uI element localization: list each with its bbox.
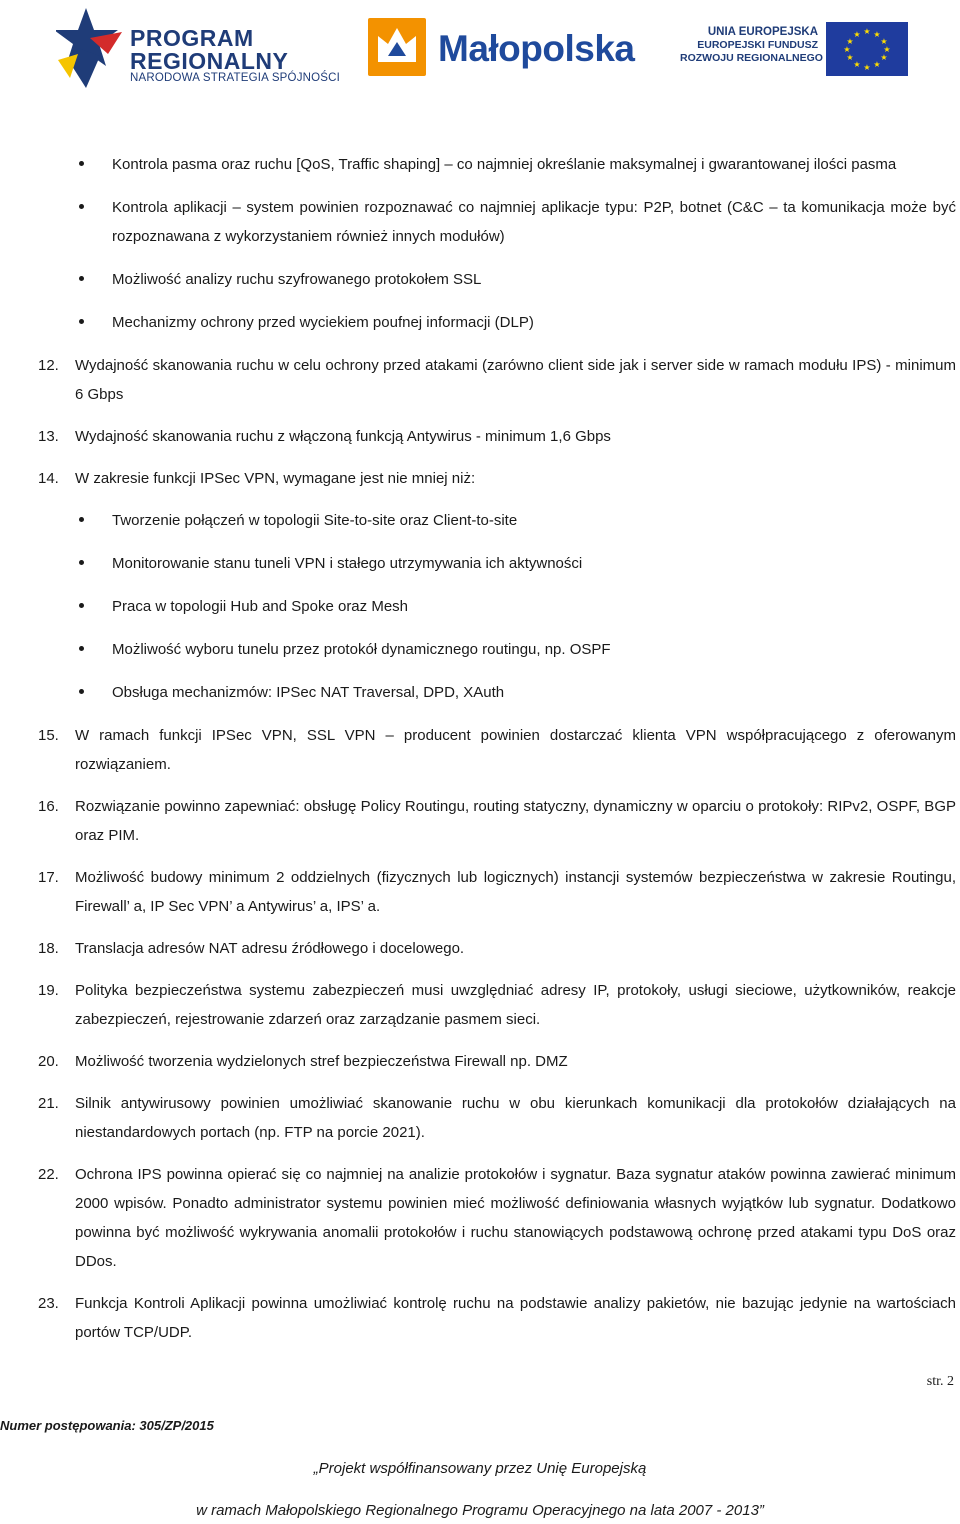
item-number: 17. <box>38 869 59 886</box>
numbered-item <box>38 1160 956 1276</box>
program-logo-line1: PROGRAM <box>130 25 254 51</box>
svg-text:★: ★ <box>846 37 854 46</box>
bullet-item: Możliwość wyboru tunelu przez protokół dynamicznego routingu, np. OSPF <box>38 635 956 664</box>
numbered-item <box>38 976 956 1034</box>
item-text: Wydajność skanowania ruchu z włączoną funkcją Antywirus - minimum 1,6 Gbps <box>75 428 611 445</box>
svg-text:★: ★ <box>873 30 881 39</box>
bullet-item: Monitorowanie stanu tuneli VPN i stałego utrzymywania ich aktywności <box>38 549 956 578</box>
numbered-item <box>38 792 956 850</box>
eu-logo-text <box>680 26 823 65</box>
page-header <box>0 0 960 100</box>
document-body <box>38 150 956 1360</box>
malopolska-logo <box>368 18 648 78</box>
item-number: 12. <box>38 357 59 374</box>
numbered-item <box>38 464 956 493</box>
item-text: W zakresie funkcji IPSec VPN, wymagane jest nie mniej niż: <box>75 470 476 487</box>
program-regionalny-star-icon <box>56 4 126 92</box>
bullet-list-ipsec <box>38 506 956 707</box>
numbered-list-part1 <box>38 351 956 493</box>
item-text: Polityka bezpieczeństwa systemu zabezpieczeń musi uwzględniać adresy IP, protokoły, usługi sieciowe, użytkowników, reakcje zabezpieczeń, rejestrowanie zdarzeń oraz zarządzanie pasmem sieci. <box>75 982 956 1028</box>
numbered-list-part2 <box>38 721 956 1347</box>
procedure-number: Numer postępowania: 305/ZP/2015 <box>0 1418 214 1433</box>
item-text: Translacja adresów NAT adresu źródłowego i docelowego. <box>75 940 465 957</box>
numbered-item <box>38 422 956 451</box>
malopolska-logo-text: Małopolska <box>438 28 635 69</box>
item-number: 21. <box>38 1095 59 1112</box>
item-text: Silnik antywirusowy powinien umożliwiać skanowanie ruchu w obu kierunkach komunikacji dla protokołów działających na niestandardowych portach (np. FTP na porcie 2021). <box>75 1095 956 1141</box>
eu-flag-icon <box>826 22 908 76</box>
item-text: Wydajność skanowania ruchu w celu ochrony przed atakami (zarówno client side jak i server side w ramach modułu IPS) - minimum 6 Gbps <box>75 357 956 403</box>
footer-cofinanced-line: „Projekt współfinansowany przez Unię Europejską <box>313 1460 647 1477</box>
eu-logo <box>680 22 920 78</box>
svg-text:★: ★ <box>880 37 888 46</box>
svg-text:★: ★ <box>843 45 851 54</box>
eu-logo-line2: EUROPEJSKI FUNDUSZ <box>697 39 818 51</box>
program-regionalny-logo <box>56 4 341 92</box>
item-number: 16. <box>38 798 59 815</box>
item-text: Funkcja Kontroli Aplikacji powinna umożliwiać kontrolę ruchu na podstawie analizy pakietów, nie bazując jedynie na wartościach portów TCP/UDP. <box>75 1295 956 1341</box>
footer-program-line: w ramach Małopolskiego Regionalnego Programu Operacyjnego na lata 2007 - 2013” <box>196 1502 764 1519</box>
item-number: 20. <box>38 1053 59 1070</box>
item-number: 23. <box>38 1295 59 1312</box>
numbered-item <box>38 934 956 963</box>
svg-text:★: ★ <box>846 53 854 62</box>
bullet-item: Kontrola aplikacji – system powinien rozpoznawać co najmniej aplikacje typu: P2P, botnet (C&C – ta komunikacja może być rozpoznawana z wykorzystaniem również innych modułów) <box>38 193 956 251</box>
program-logo-line3: NARODOWA STRATEGIA SPÓJNOŚCI <box>130 72 341 84</box>
bullet-item: Możliwość analizy ruchu szyfrowanego protokołem SSL <box>38 265 956 294</box>
bullet-item: Kontrola pasma oraz ruchu [QoS, Traffic shaping] – co najmniej określanie maksymalnej i gwarantowanej ilości pasma <box>38 150 956 179</box>
svg-text:★: ★ <box>863 63 871 72</box>
item-text: Możliwość tworzenia wydzielonych stref bezpieczeństwa Firewall np. DMZ <box>75 1053 568 1070</box>
svg-text:★: ★ <box>880 53 888 62</box>
bullet-list-traffic <box>38 150 956 337</box>
svg-text:★: ★ <box>853 30 861 39</box>
item-text: Ochrona IPS powinna opierać się co najmniej na analizie protokołów i sygnatur. Baza sygnatur ataków powinna zawierać minimum 2000 wpisów. Ponadto administrator systemu powinien mieć możliwość definiowania własnych wyjątków lub sygnatur. Dodatkowo powinna być możliwość wykrywania anomalii protokołów i ruchu stanowiących podstawową ochronę przed atakami typu DoS oraz DDos. <box>75 1166 956 1270</box>
item-number: 15. <box>38 727 59 744</box>
numbered-item <box>38 1047 956 1076</box>
bullet-item: Tworzenie połączeń w topologii Site-to-site oraz Client-to-site <box>38 506 956 535</box>
svg-text:★: ★ <box>863 27 871 36</box>
item-text: W ramach funkcji IPSec VPN, SSL VPN – producent powinien dostarczać klienta VPN współpracującego z oferowanym rozwiązaniem. <box>75 727 956 773</box>
eu-logo-line3: ROZWOJU REGIONALNEGO <box>680 52 823 64</box>
item-number: 22. <box>38 1166 59 1183</box>
numbered-item <box>38 1289 956 1347</box>
program-logo-line2: REGIONALNY <box>130 48 289 74</box>
numbered-item <box>38 1089 956 1147</box>
svg-text:★: ★ <box>883 45 891 54</box>
item-number: 13. <box>38 428 59 445</box>
item-text: Możliwość budowy minimum 2 oddzielnych (fizycznych lub logicznych) instancji systemów bezpieczeństwa w zakresie Routingu, Firewall’ a, IP Sec VPN’ a Antywirus’ a, IPS’ a. <box>75 869 956 915</box>
numbered-item <box>38 721 956 779</box>
bullet-item: Mechanizmy ochrony przed wyciekiem poufnej informacji (DLP) <box>38 308 956 337</box>
item-number: 19. <box>38 982 59 999</box>
svg-text:★: ★ <box>853 60 861 69</box>
page-number: str. 2 <box>926 1374 954 1389</box>
item-text: Rozwiązanie powinno zapewniać: obsługę Policy Routingu, routing statyczny, dynamiczny w oparciu o protokoły: RIPv2, OSPF, BGP oraz PIM. <box>75 798 956 844</box>
svg-text:★: ★ <box>873 60 881 69</box>
numbered-item <box>38 863 956 921</box>
item-number: 14. <box>38 470 59 487</box>
bullet-item: Praca w topologii Hub and Spoke oraz Mesh <box>38 592 956 621</box>
item-number: 18. <box>38 940 59 957</box>
eu-logo-line1: UNIA EUROPEJSKA <box>707 26 818 38</box>
malopolska-crown-icon <box>368 18 428 76</box>
numbered-item <box>38 351 956 409</box>
bullet-item: Obsługa mechanizmów: IPSec NAT Traversal, DPD, XAuth <box>38 678 956 707</box>
